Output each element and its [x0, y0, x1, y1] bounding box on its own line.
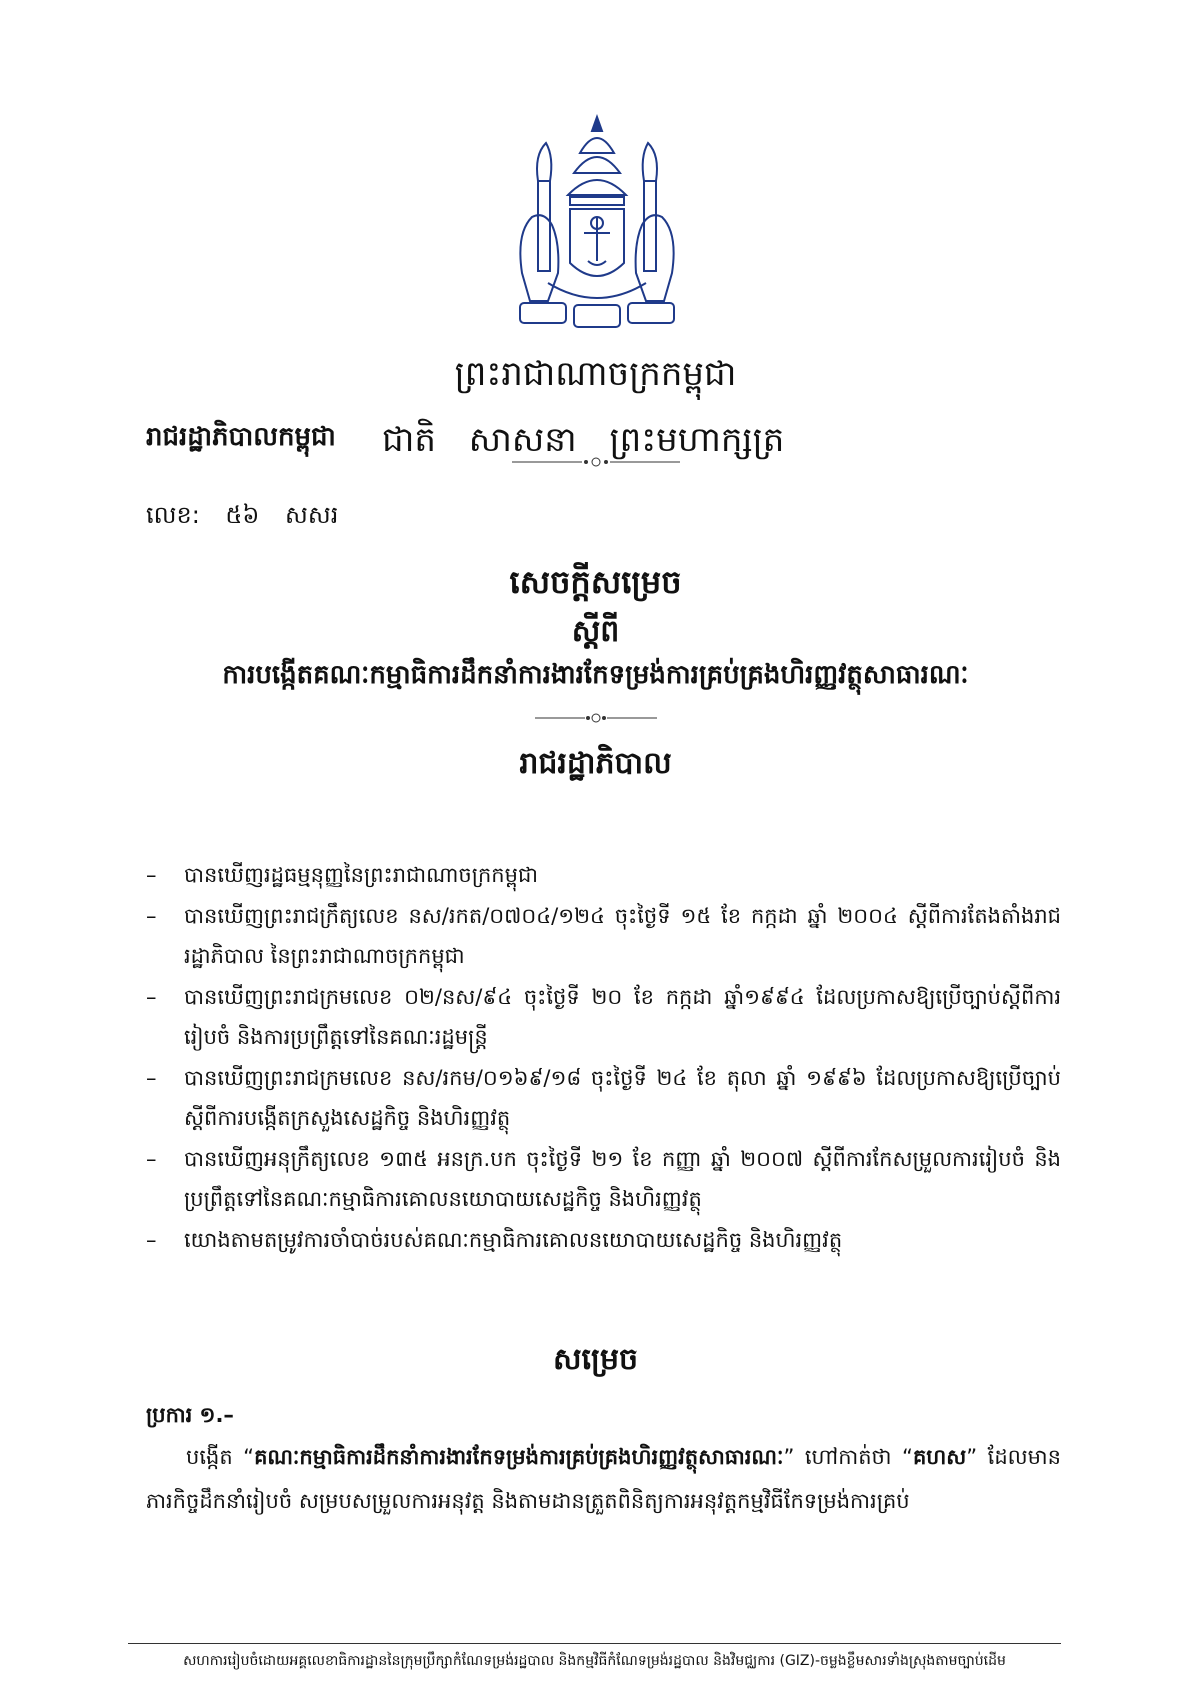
- committee-abbreviation: គហស: [912, 1445, 967, 1469]
- government-heading: រាជរដ្ឋាភិបាល: [519, 746, 672, 781]
- article-label: ប្រការ ១.–: [146, 1403, 234, 1427]
- royal-coat-of-arms-icon: [508, 113, 686, 335]
- clause-text: យោងតាមតម្រូវការចាំបាច់របស់គណៈកម្មាធិការគោលនយោបាយសេដ្ឋកិច្ច និងហិរញ្ញវត្ថុ: [184, 1228, 843, 1252]
- quote-open: “: [902, 1445, 913, 1469]
- title-subject: ការបង្កើតគណៈកម្មាធិការដឹកនាំការងារកែទម្រង់ការគ្រប់គ្រងហិរញ្ញវត្ថុសាធារណៈ: [222, 660, 969, 690]
- divider-ornament: [0, 456, 1191, 468]
- clause-text: បានឃើញព្រះរាជក្រមលេខ ០២/នស/៩៤ ចុះថ្ងៃទី ២០ ខែ កក្កដា ឆ្នាំ១៩៩៤ ដែលប្រកាសឱ្យប្រើច្បាប់ស្តីពីការរៀបចំ និងការប្រព្រឹត្តទៅនៃគណៈរដ្ឋមន្ត្រី: [184, 985, 1061, 1049]
- royal-emblem: [508, 113, 686, 335]
- kingdom-heading: ព្រះរាជាណាចក្រកម្ពុជា: [454, 354, 737, 394]
- quote-close: ”: [783, 1445, 795, 1469]
- list-item: – បានឃើញព្រះរាជក្រមលេខ ០២/នស/៩៤ ចុះថ្ងៃទី ២០ ខែ កក្កដា ឆ្នាំ១៩៩៤ ដែលប្រកាសឱ្យប្រើច្បាប់ស្តីពីការរៀបចំ និងការប្រព្រឹត្តទៅនៃគណៈរដ្ឋមន្ត្រី: [146, 985, 1061, 1049]
- article-lead: បង្កើត: [186, 1445, 244, 1469]
- list-item: – បានឃើញរដ្ឋធម្មនុញ្ញនៃព្រះរាជាណាចក្រកម្ពុជា: [146, 863, 538, 887]
- list-item: – យោងតាមតម្រូវការចាំបាច់របស់គណៈកម្មាធិការគោលនយោបាយសេដ្ឋកិច្ច និងហិរញ្ញវត្ថុ: [146, 1228, 843, 1252]
- quote-open: “: [243, 1445, 255, 1469]
- footer-divider: [128, 1643, 1061, 1644]
- divider-ornament-2: [0, 712, 1191, 724]
- clause-text: បានឃើញព្រះរាជក្រឹត្យលេខ នស/រកត/០៧០៤/១២៤ ចុះថ្ងៃទី ១៥ ខែ កក្កដា ឆ្នាំ ២០០៤ ស្តីពីការតែងតាំងរាជរដ្ឋាភិបាល នៃព្រះរាជាណាចក្រកម្ពុជា: [184, 904, 1061, 968]
- clause-text: បានឃើញរដ្ឋធម្មនុញ្ញនៃព្រះរាជាណាចក្រកម្ពុជា: [184, 863, 538, 887]
- list-item: – បានឃើញព្រះរាជក្រមលេខ នស/រកម/០១៦៩/១៨ ចុះថ្ងៃទី ២៤ ខែ តុលា ឆ្នាំ ១៩៩៦ ដែលប្រកាសឱ្យប្រើច្បាប់ស្តីពីការបង្កើតក្រសួងសេដ្ឋកិច្ច និងហិរញ្ញវត្ថុ: [146, 1066, 1061, 1130]
- document-number: លេខ: ៥៦ សសរ: [146, 501, 339, 529]
- preamble-list: [146, 855, 1061, 1261]
- clause-text: បានឃើញអនុក្រឹត្យលេខ ១៣៥ អនក្រ.បក ចុះថ្ងៃទី ២១ ខែ កញ្ញា ឆ្នាំ ២០០៧ ស្តីពីការកែសម្រួលការរៀបចំ និងប្រព្រឹត្តទៅនៃគណៈកម្មាធិការគោលនយោបាយសេដ្ឋកិច្ច និងហិរញ្ញវត្ថុ: [184, 1147, 1061, 1211]
- article-tail: ដែលមានភារកិច្ចដឹកនាំរៀបចំ សម្របសម្រួលការអនុវត្ត និងតាមដានត្រួតពិនិត្យការអនុវត្តកម្មវិធីកែទម្រង់ការគ្រប់: [146, 1445, 1061, 1513]
- list-item: – បានឃើញព្រះរាជក្រឹត្យលេខ នស/រកត/០៧០៤/១២៤ ចុះថ្ងៃទី ១៥ ខែ កក្កដា ឆ្នាំ ២០០៤ ស្តីពីការតែងតាំងរាជរដ្ឋាភិបាល នៃព្រះរាជាណាចក្រកម្ពុជា: [146, 904, 1061, 968]
- clause-text: បានឃើញព្រះរាជក្រមលេខ នស/រកម/០១៦៩/១៨ ចុះថ្ងៃទី ២៤ ខែ តុលា ឆ្នាំ ១៩៩៦ ដែលប្រកាសឱ្យប្រើច្បាប់ស្តីពីការបង្កើតក្រសួងសេដ្ឋកិច្ច និងហិរញ្ញវត្ថុ: [184, 1066, 1061, 1130]
- committee-name: គណៈកម្មាធិការដឹកនាំការងារកែទម្រង់ការគ្រប់គ្រងហិរញ្ញវត្ថុសាធារណៈ: [254, 1445, 784, 1469]
- national-motto: ជាតិ សាសនា ព្រះមហាក្សត្រ: [382, 420, 785, 460]
- article-paragraph: [146, 1435, 1061, 1523]
- document-title: សេចក្តីសម្រេច: [509, 563, 682, 601]
- title-subheading: ស្តីពី: [571, 614, 620, 649]
- decision-heading: សម្រេច: [552, 1342, 639, 1377]
- ministry-name: រាជរដ្ឋាភិបាលកម្ពុជា: [146, 422, 336, 452]
- article-mid: ហៅកាត់ថា: [794, 1445, 903, 1469]
- quote-close: ”: [966, 1445, 978, 1469]
- list-item: – បានឃើញអនុក្រឹត្យលេខ ១៣៥ អនក្រ.បក ចុះថ្ងៃទី ២១ ខែ កញ្ញា ឆ្នាំ ២០០៧ ស្តីពីការកែសម្រួលការរៀបចំ និងប្រព្រឹត្តទៅនៃគណៈកម្មាធិការគោលនយោបាយសេដ្ឋកិច្ច និងហិរញ្ញវត្ថុ: [146, 1147, 1061, 1211]
- page-footer: សហការរៀបចំដោយអគ្គលេខាធិការដ្ឋាននៃក្រុមប្រឹក្សាកំណែទម្រង់រដ្ឋបាល និងកម្មវិធីកំណែទម្រង់រដ្ឋបាល និងវិមជ្ឈការ (GIZ)-ចម្លងខ្លឹមសារទាំងស្រុងតាមច្បាប់ដើម: [183, 1653, 1006, 1669]
